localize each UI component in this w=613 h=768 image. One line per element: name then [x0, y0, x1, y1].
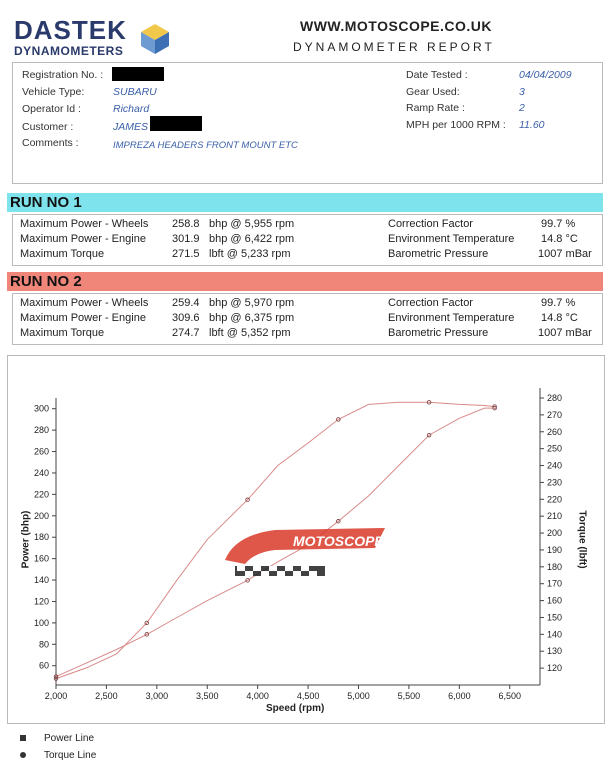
brand-bottom: DYNAMOMETERS — [14, 44, 124, 58]
run1-title: RUN NO 1 — [10, 194, 82, 211]
comments-label: Comments : — [22, 137, 79, 149]
run1-row2-unit: bhp @ 6,422 rpm — [209, 233, 295, 245]
gear-label: Gear Used: — [406, 86, 460, 98]
x-tick-label: 4,500 — [296, 691, 320, 701]
run2-env3-label: Barometric Pressure — [388, 327, 489, 339]
y-tick-label: 160 — [33, 553, 49, 564]
y2-axis-title: Torque (lbft) — [576, 510, 588, 569]
run1-row2-label: Maximum Power - Engine — [20, 233, 146, 245]
run1-row3-unit: lbft @ 5,233 rpm — [209, 248, 291, 260]
site-url: WWW.MOTOSCOPE.CO.UK — [300, 18, 493, 34]
ramp-label: Ramp Rate : — [406, 102, 465, 114]
gear-value: 3 — [519, 86, 525, 98]
date-label: Date Tested : — [406, 69, 468, 81]
run2-title: RUN NO 2 — [10, 273, 82, 290]
run2-row2-unit: bhp @ 6,375 rpm — [209, 312, 295, 324]
y2-tick-label: 170 — [547, 578, 563, 589]
y-axis-title: Power (bhp) — [20, 510, 32, 569]
y2-tick-label: 220 — [547, 494, 563, 505]
y-tick-label: 240 — [33, 467, 49, 478]
x-tick-label: 5,000 — [347, 691, 370, 701]
run1-row3-label: Maximum Torque — [20, 248, 105, 260]
brand-top: DASTEK — [14, 15, 127, 45]
run1-row1-unit: bhp @ 5,955 rpm — [209, 218, 295, 230]
x-axis-title: Speed (rpm) — [266, 703, 325, 714]
svg-text:MOTOSCOPE: MOTOSCOPE — [293, 533, 384, 549]
y2-tick-label: 200 — [547, 528, 563, 539]
legend-torque-label: Torque Line — [44, 750, 97, 761]
run1-env1-label: Correction Factor — [388, 218, 473, 230]
run2-row3-value: 274.7 — [172, 327, 200, 339]
legend-power-label: Power Line — [44, 733, 95, 744]
run1-row1-label: Maximum Power - Wheels — [20, 218, 149, 230]
y-tick-label: 60 — [38, 660, 49, 671]
y-tick-label: 180 — [33, 532, 49, 543]
y2-tick-label: 210 — [547, 511, 563, 522]
legend-torque-marker — [20, 752, 26, 758]
run1-env2-label: Environment Temperature — [388, 233, 515, 245]
x-tick-label: 3,000 — [145, 691, 169, 701]
y2-tick-label: 150 — [547, 612, 563, 623]
ramp-value: 2 — [519, 102, 525, 114]
operator-value: Richard — [113, 103, 150, 115]
run2-env2-value: 14.8 °C — [541, 312, 578, 324]
run1-row1-value: 258.8 — [172, 218, 200, 230]
y-tick-label: 80 — [38, 639, 49, 650]
y2-tick-label: 120 — [547, 663, 563, 674]
y2-tick-label: 250 — [547, 443, 563, 454]
run2-row1-unit: bhp @ 5,970 rpm — [209, 297, 295, 309]
run1-env1-value: 99.7 % — [541, 218, 576, 230]
y2-tick-label: 190 — [547, 544, 563, 555]
y-tick-label: 100 — [33, 617, 49, 628]
mph-value: 11.60 — [519, 119, 545, 131]
registration-label: Registration No. : — [22, 69, 104, 81]
run2-row1-value: 259.4 — [172, 297, 200, 309]
y2-tick-label: 130 — [547, 646, 563, 657]
run2-env2-label: Environment Temperature — [388, 312, 515, 324]
y-tick-label: 220 — [33, 489, 49, 500]
comments-value: IMPREZA HEADERS FRONT MOUNT ETC — [113, 140, 298, 151]
y2-tick-label: 180 — [547, 561, 563, 572]
x-tick-label: 2,500 — [95, 691, 118, 701]
run2-row1-label: Maximum Power - Wheels — [20, 297, 149, 309]
x-tick-label: 2,000 — [44, 691, 68, 701]
run2-env1-label: Correction Factor — [388, 297, 473, 309]
y-tick-label: 200 — [33, 510, 49, 521]
operator-label: Operator Id : — [22, 103, 81, 115]
x-tick-label: 4,000 — [246, 691, 269, 701]
y-tick-label: 280 — [33, 425, 49, 436]
run1-row2-value: 301.9 — [172, 233, 200, 245]
x-tick-label: 6,500 — [498, 691, 522, 701]
customer-value: JAMES — [113, 121, 149, 133]
run2-row2-label: Maximum Power - Engine — [20, 312, 146, 324]
run2-row3-label: Maximum Torque — [20, 327, 105, 339]
y-tick-label: 260 — [33, 446, 49, 457]
run1-env3-label: Barometric Pressure — [388, 248, 489, 260]
customer-label: Customer : — [22, 121, 74, 133]
vehicle-label: Vehicle Type: — [22, 86, 85, 98]
motoscope-watermark — [215, 520, 390, 578]
y2-tick-label: 280 — [547, 393, 563, 403]
y2-tick-label: 160 — [547, 595, 563, 606]
report-title: DYNAMOMETER REPORT — [293, 40, 495, 54]
x-tick-label: 5,500 — [397, 691, 421, 701]
date-value: 04/04/2009 — [519, 69, 572, 81]
y-tick-label: 120 — [33, 596, 49, 607]
y2-tick-label: 240 — [547, 460, 563, 471]
run2-row3-unit: lbft @ 5,352 rpm — [209, 327, 291, 339]
x-tick-label: 6,000 — [448, 691, 471, 701]
run1-env2-value: 14.8 °C — [541, 233, 578, 245]
run2-row2-value: 309.6 — [172, 312, 200, 324]
y2-tick-label: 260 — [547, 426, 563, 437]
y2-tick-label: 270 — [547, 409, 563, 420]
y2-tick-label: 230 — [547, 477, 563, 488]
y-tick-label: 140 — [33, 575, 49, 586]
run1-env3-value: 1007 mBar — [538, 248, 592, 260]
run1-row3-value: 271.5 — [172, 248, 200, 260]
x-tick-label: 3,500 — [195, 691, 219, 701]
vehicle-value: SUBARU — [113, 86, 157, 98]
y-tick-label: 300 — [33, 403, 49, 414]
mph-label: MPH per 1000 RPM : — [406, 119, 506, 131]
legend-power-marker — [20, 735, 26, 741]
y2-tick-label: 140 — [547, 629, 563, 640]
run2-env3-value: 1007 mBar — [538, 327, 592, 339]
run2-env1-value: 99.7 % — [541, 297, 576, 309]
